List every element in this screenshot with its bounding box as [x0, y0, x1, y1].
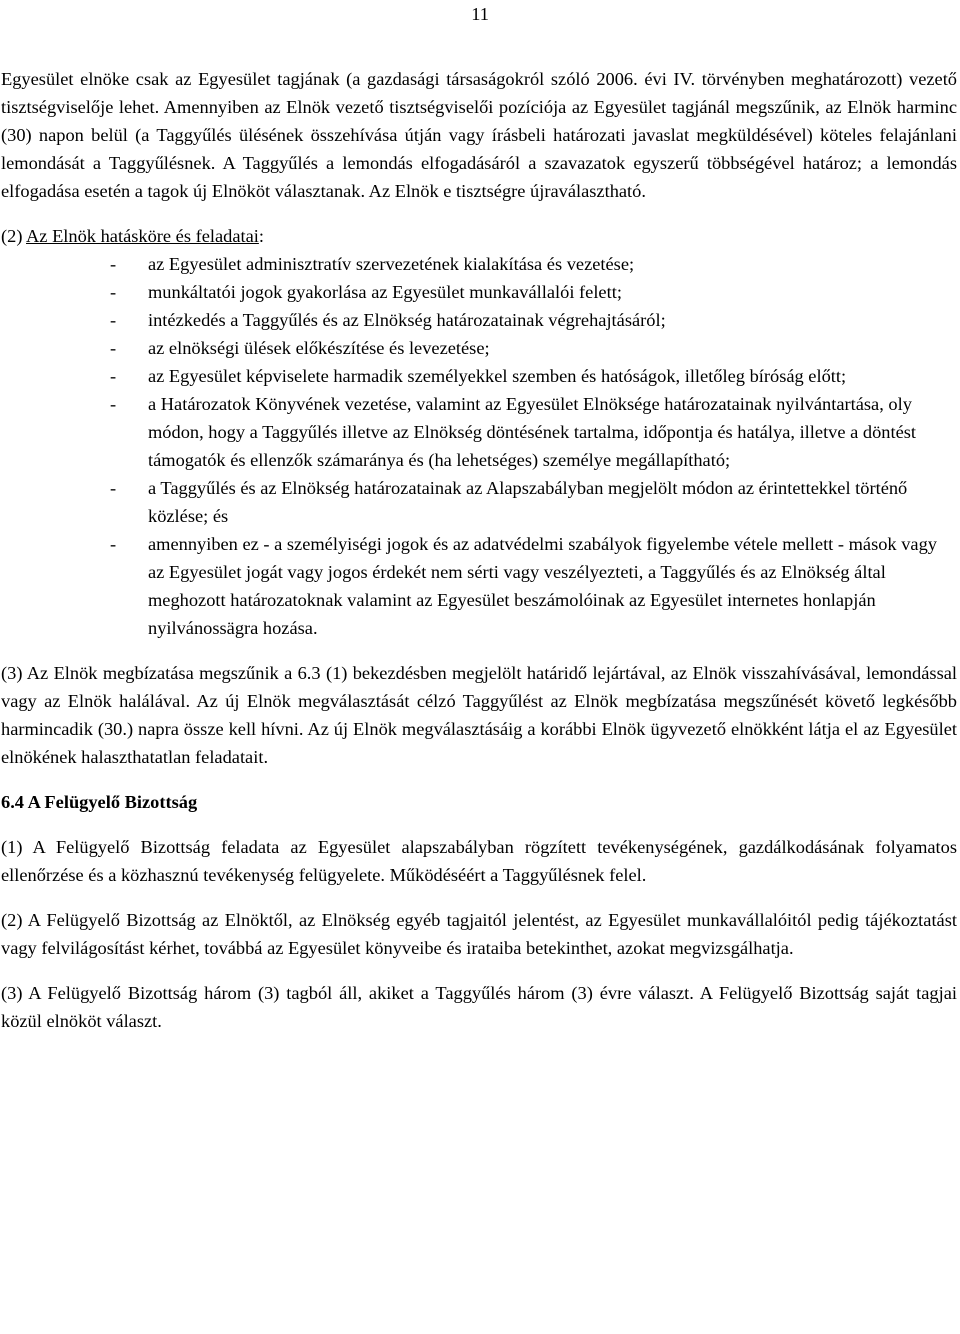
paragraph-president-eligibility: Egyesület elnöke csak az Egyesület tagjának (a gazdasági társaságokról szóló 2006. évi IV. törvényben meghatározott) vezető tisztségviselője lehet. Amennyiben az Elnök vezető tisztségviselői pozíciója az Egyesület tagjánál megszűnik, az Elnök harminc (30) napon belül (a Taggyűlés ülésének összehívása útján vagy írásbeli határozati javaslat megküldésével) köteles felajánlani lemondását a Taggyűlésnek. A Taggyűlés a lemondás elfogadásáról a szavazatok egyszerű többségével határoz; a lemondás elfogadása esetén a tagok új Elnököt választanak. Az Elnök e tisztségre újraválasztható.: [1, 69, 957, 201]
list-dash: -: [110, 394, 117, 414]
list-item-text: a Taggyűlés és az Elnökség határozatainak az Alapszabályban megjelölt módon az érintettekkel történő közlése; és: [148, 478, 908, 526]
list-item: [1, 334, 957, 362]
list-item: [1, 474, 957, 530]
list-item-text: munkáltatói jogok gyakorlása az Egyesület munkavállalói felett;: [148, 282, 622, 302]
list-item: [1, 250, 957, 278]
list-item: [1, 390, 957, 474]
list-dash: -: [110, 478, 117, 498]
paragraph-supervisory-members: (3) A Felügyelő Bizottság három (3) tagból áll, akiket a Taggyűlés három (3) évre választ. A Felügyelő Bizottság saját tagjai közül elnököt választ.: [1, 983, 957, 1031]
list-item-text: a Határozatok Könyvének vezetése, valamint az Egyesület Elnöksége határozatainak nyilvántartása, oly módon, hogy a Taggyűlés illetve az Elnökség döntésének tartalma, időpontja és hatálya, illetve a döntést támogatók és ellenzők számaránya és (ha lehetséges) személye megállapítható;: [148, 394, 917, 470]
list-item: [1, 306, 957, 334]
list-item: [1, 278, 957, 306]
document-body: [1, 65, 957, 1035]
paragraph-supervisory-role: (1) A Felügyelő Bizottság feladata az Egyesület alapszabályban rögzített tevékenységének, gazdálkodásának folyamatos ellenőrzése és a közhasznú tevékenység felügyelete. Működéséért a Taggyűlésnek felel.: [1, 837, 957, 885]
list-item-text: intézkedés a Taggyűlés és az Elnökség határozatainak végrehajtásáról;: [148, 310, 666, 330]
list-item-text: amennyiben ez - a személyiségi jogok és az adatvédelmi szabályok figyelembe vétele mellett - mások vagy az Egyesület jogát vagy jogos érdekét nem sérti vagy veszélyezteti, a Taggyűlés és az Elnökség által meghozott határozatoknak valamint az Egyesület beszámolóinak az Egyesület internetes honlapján nyilvánossägra hozása.: [148, 534, 937, 638]
paragraph-president-mandate-end: (3) Az Elnök megbízatása megszűnik a 6.3 (1) bekezdésben megjelölt határidő lejártával, az Elnök visszahívásával, lemondással vagy az Elnök halálával. Az új Elnök megválasztását célzó Taggyűlést az Elnök megbízatása megszűnését követő legkésőbb harmincadik (30.) napra össze kell hívni. Az új Elnök megválasztásáig a korábbi Elnök ügyvezető elnökként látja el az Egyesület elnökének halaszthatatlan feladatait.: [1, 663, 957, 767]
section-title: 6.4 A Felügyelő Bizottság: [1, 792, 198, 812]
paragraph-president-duties-heading: [1, 222, 957, 250]
list-dash: -: [110, 282, 117, 302]
list-dash: -: [110, 534, 117, 554]
duties-colon: :: [258, 226, 265, 246]
duties-heading: Az Elnök hatásköre és feladatai: [26, 226, 259, 246]
list-item-text: az elnökségi ülések előkészítése és levezetése;: [148, 338, 490, 358]
list-item: [1, 530, 957, 642]
duties-number: (2): [1, 226, 27, 246]
list-dash: -: [110, 366, 117, 386]
paragraph-supervisory-rights: (2) A Felügyelő Bizottság az Elnöktől, az Elnökség egyéb tagjaitól jelentést, az Egyesület munkavállalóitól pedig tájékoztatást vagy felvilágosítást kérhet, továbbá az Egyesület könyveibe és irataiba betekinthet, azokat megvizsgálhatja.: [1, 910, 957, 958]
page-number: 11: [471, 4, 489, 24]
list-item-text: az Egyesület képviselete harmadik személyekkel szemben és hatóságok, illetőleg bíróság előtt;: [148, 366, 847, 386]
duties-list: [1, 250, 957, 642]
list-dash: -: [110, 338, 117, 358]
list-item: [1, 362, 957, 390]
list-dash: -: [110, 254, 117, 274]
list-dash: -: [110, 310, 117, 330]
list-item-text: az Egyesület adminisztratív szervezetének kialakítása és vezetése;: [148, 254, 635, 274]
